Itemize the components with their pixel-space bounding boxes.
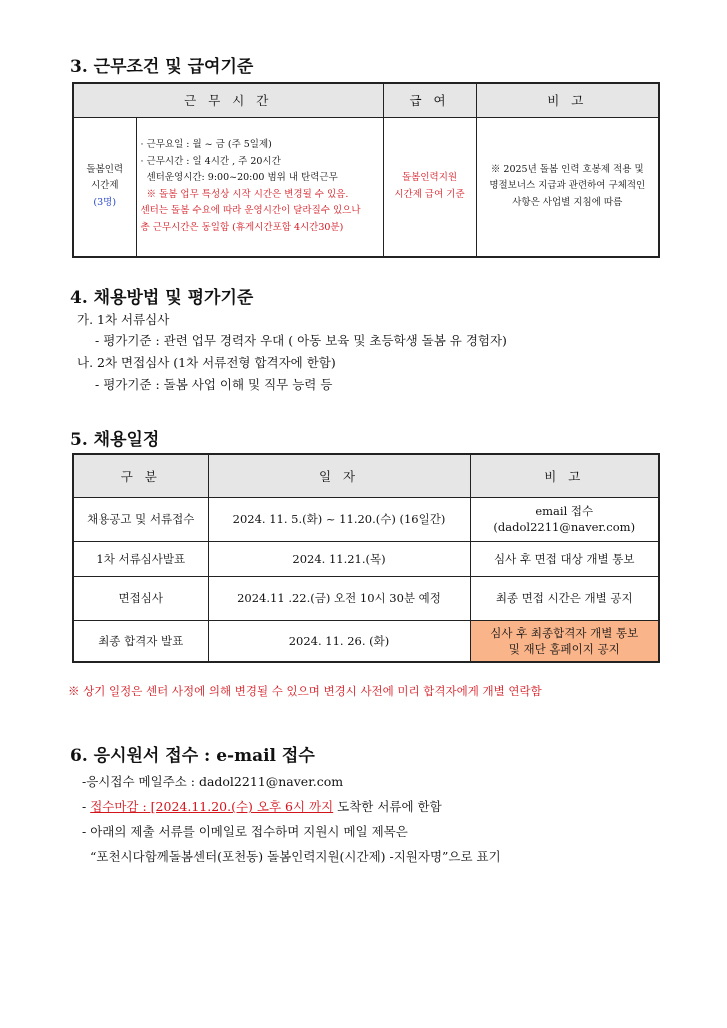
s6-line-4: “포천시다함께돌봄센터(포천동) 돌봄인력지원(시간제) -지원자명”으로 표기	[90, 849, 501, 864]
row-note: 심사 후 면접 대상 개별 통보	[470, 541, 659, 576]
table-row	[73, 541, 659, 576]
header-work-hours: 근 무 시 간	[73, 83, 383, 117]
row-note-line-1: email 접수	[535, 504, 594, 518]
s6-line-2	[82, 797, 442, 815]
table-row	[73, 620, 659, 662]
role-name-2: 시간제	[90, 180, 119, 192]
remark-line-1: ※ 2025년 돌봄 인력 호봉제 적용 및	[490, 163, 644, 175]
section-3-heading: 3. 근무조건 및 급여기준	[70, 57, 254, 77]
role-name-1: 돌봄인력	[86, 163, 124, 175]
work-note-1: ※ 돌봄 업무 특성상 시작 시간은 변경될 수 있음.	[146, 188, 349, 200]
header-date: 일 자	[208, 454, 470, 497]
row-date: 2024. 11. 5.(화) ~ 11.20.(수) (16일간)	[208, 497, 470, 541]
row-label: 면접심사	[73, 576, 208, 620]
operating-hours: 센터운영시간: 9:00~20:00 범위 내 탄력근무	[146, 172, 338, 184]
role-count: (3명)	[93, 197, 117, 209]
row-date: 2024. 11.21.(목)	[208, 541, 470, 576]
row-note: 최종 면접 시간은 개별 공지	[470, 576, 659, 620]
remark-line-3: 사항은 사업별 지침에 따름	[512, 197, 623, 209]
row-note-line-2: 및 재단 홈페이지 공지	[508, 641, 620, 656]
section-5-heading: 5. 채용일정	[70, 430, 160, 450]
s6-line-2-dash: -	[82, 799, 91, 814]
work-days: · 근무요일 : 월 ~ 금 (주 5일제)	[140, 138, 272, 150]
s6-line-1: -응시접수 메일주소 : dadol2211@naver.com	[82, 774, 344, 789]
header-category: 구 분	[73, 454, 208, 497]
row-note-line-1: 심사 후 최종합격자 개별 통보	[490, 625, 639, 640]
pay-cell	[383, 117, 476, 257]
schedule-table	[72, 453, 660, 663]
row-note-line-2: (dadol2211@naver.com)	[493, 520, 636, 534]
s4-line-4: - 평가기준 : 돌봄 사업 이해 및 직무 능력 등	[95, 377, 333, 392]
work-note-3: 총 근무시간은 동일함 (휴게시간포함 4시간30분)	[140, 221, 344, 233]
remark-cell	[476, 117, 659, 257]
s4-line-1: 가. 1차 서류심사	[77, 312, 170, 327]
header-note: 비 고	[470, 454, 659, 497]
row-label: 1차 서류심사발표	[73, 541, 208, 576]
pay-line-1: 돌봄인력지원	[401, 172, 458, 184]
s6-line-3: - 아래의 제출 서류를 이메일로 접수하며 지원시 메일 제목은	[82, 824, 408, 839]
deadline-text: 접수마감 : [2024.11.20.(수) 오후 6시 까지	[90, 799, 334, 814]
row-label: 채용공고 및 서류접수	[73, 497, 208, 541]
row-note-highlight	[470, 620, 659, 662]
work-time: · 근무시간 : 일 4시간 , 주 20시간	[140, 155, 281, 167]
section-6-heading: 6. 응시원서 접수 : e-mail 접수	[70, 746, 315, 766]
work-note-2: 센터는 돌봄 수요에 따라 운영시간이 달라질수 있으나	[140, 205, 361, 217]
work-hours-cell	[136, 117, 383, 257]
schedule-note: ※ 상기 일정은 센터 사정에 의해 변경될 수 있으며 변경시 사전에 미리 합격자에게 개별 연락함	[68, 684, 542, 698]
header-remark: 비 고	[476, 83, 659, 117]
pay-line-2: 시간제 급여 기준	[394, 188, 465, 200]
role-cell	[73, 117, 136, 257]
s4-line-3: 나. 2차 면접심사 (1차 서류전형 합격자에 한함)	[77, 355, 336, 370]
row-label: 최종 합격자 발표	[73, 620, 208, 662]
row-date: 2024.11 .22.(금) 오전 10시 30분 예정	[208, 576, 470, 620]
table-row	[73, 497, 659, 541]
row-note	[470, 497, 659, 541]
row-date: 2024. 11. 26. (화)	[208, 620, 470, 662]
remark-line-2: 명절보너스 지급과 관련하여 구체적인	[489, 180, 646, 192]
table-row	[73, 576, 659, 620]
work-conditions-table	[72, 82, 660, 258]
header-pay: 급 여	[383, 83, 476, 117]
s6-line-2-rest: 도착한 서류에 한함	[333, 799, 442, 814]
section-4-heading: 4. 채용방법 및 평가기준	[70, 288, 254, 308]
s4-line-2: - 평가기준 : 관련 업무 경력자 우대 ( 아동 보육 및 초등학생 돌봄 유 경험자)	[95, 333, 507, 348]
